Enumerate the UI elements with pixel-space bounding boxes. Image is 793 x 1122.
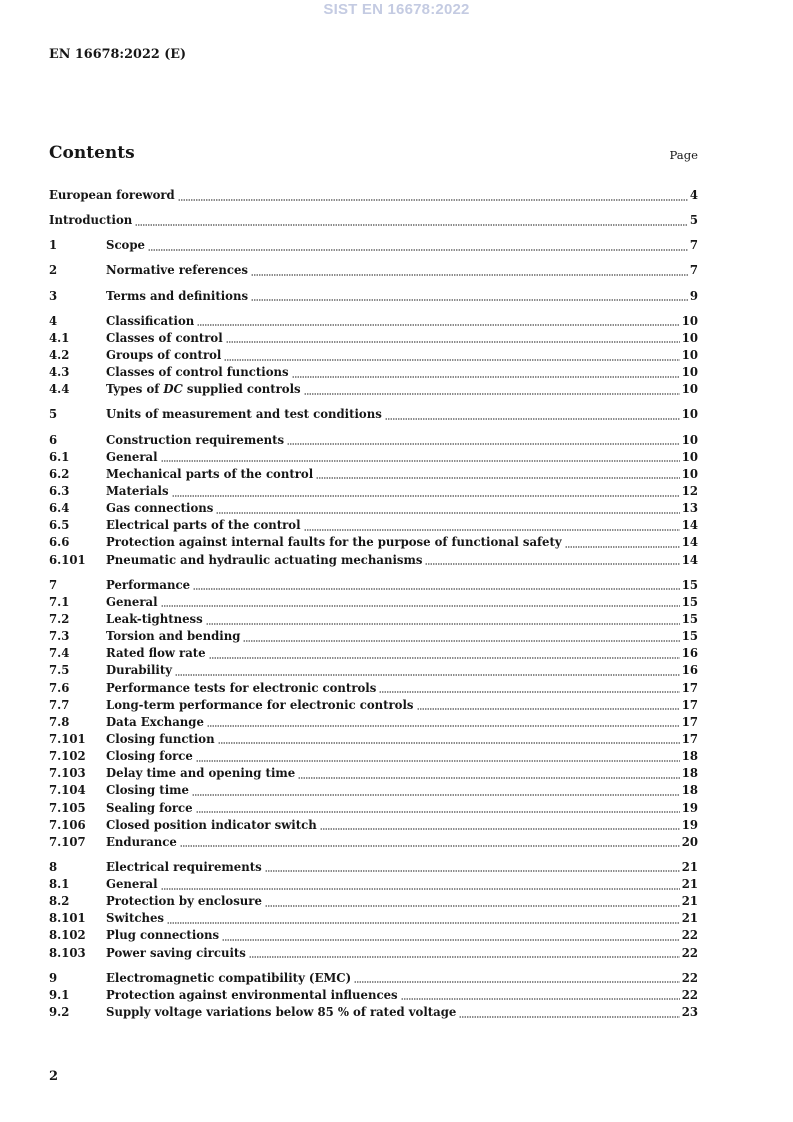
toc-entry-title: Rated flow rate [106,646,206,661]
toc-group [49,288,698,305]
toc-group [49,237,698,254]
toc-entry-title: Delay time and opening time [106,766,296,781]
toc-entry-page: 21 [681,894,698,909]
toc-entry-page: 20 [681,834,698,849]
toc-entry[interactable] [49,577,698,594]
toc-entry-number: 4.2 [49,347,70,362]
toc-dot-leader [178,199,688,201]
toc-entry-number: 6.6 [49,535,70,550]
toc-dot-leader [251,299,688,301]
toc-dot-leader [417,708,680,710]
toc-entry-title: European foreword [49,188,175,202]
toc-entry-page: 10 [681,466,698,481]
document-watermark: SIST EN 16678:2022 [323,1,470,18]
toc-entry-title: Terms and definitions [106,288,249,303]
toc-entry-title: Performance tests for electronic controls [106,680,377,695]
toc-entry-page: 14 [681,535,698,550]
toc-group [49,313,698,399]
toc-entry-title: Classification [106,313,195,328]
toc-entry-page: 21 [681,877,698,892]
toc-entry[interactable] [49,834,698,851]
toc-entry-number: 7.101 [49,731,86,746]
toc-entry-title: Materials [106,483,169,498]
toc-entry-number: 7.3 [49,629,70,644]
toc-entry-title: Gas connections [106,501,214,516]
toc-entry-title: Data Exchange [106,714,204,729]
toc-entry-title: Pneumatic and hydraulic actuating mechanisms [106,552,423,567]
toc-entry-page: 13 [681,501,698,516]
toc-entry-number: 7.103 [49,766,86,781]
toc-dot-leader [222,939,680,941]
toc-entry[interactable] [49,534,698,551]
toc-entry-title: General [106,877,158,892]
toc-entry-number: 8.2 [49,894,70,909]
toc-dot-leader [180,845,680,847]
toc-entry-page: 4 [689,188,698,202]
toc-entry-title: Performance [106,577,191,592]
toc-entry-page: 16 [681,663,698,678]
toc-entry-title-part: Types of [106,382,164,397]
toc-entry-number: 7.106 [49,817,86,832]
toc-entry-title: Closed position indicator switch [106,817,317,832]
toc-entry-number: 7.4 [49,646,70,661]
toc-dot-leader [249,956,680,958]
toc-dot-leader [320,828,680,830]
toc-entry-page: 22 [681,987,698,1002]
toc-entry-number: 8.1 [49,877,70,892]
toc-entry[interactable] [49,552,698,569]
toc-entry[interactable] [49,483,698,500]
toc-entry[interactable] [49,970,698,987]
toc-entry-page: 18 [681,766,698,781]
toc-entry-title [106,381,301,398]
toc-dot-leader [161,888,680,890]
toc-dot-leader [197,324,680,326]
toc-dot-leader [304,393,680,395]
toc-entry-number: 7.102 [49,749,86,764]
toc-entry-number: 7.105 [49,800,86,815]
toc-entry[interactable] [49,517,698,534]
toc-entry-page: 10 [681,330,698,345]
toc-dot-leader [425,563,679,565]
toc-entry-page: 22 [681,945,698,960]
toc-entry-page: 14 [681,552,698,567]
toc-entry-number: 7.107 [49,834,86,849]
toc-entry-page: 10 [681,407,698,422]
toc-dot-leader [459,1016,679,1018]
toc-entry-page: 17 [681,680,698,695]
toc-entry[interactable] [49,288,698,305]
toc-entry-title: Mechanical parts of the control [106,466,314,481]
toc-entry-title: Long-term performance for electronic controls [106,697,414,712]
toc-group [49,187,698,204]
toc-entry-title: Torsion and bending [106,629,241,644]
toc-entry[interactable] [49,662,698,679]
toc-entry[interactable] [49,432,698,449]
toc-entry-number: 4 [49,313,58,328]
toc-group [49,859,698,962]
toc-entry-title: Leak-tightness [106,611,203,626]
toc-entry-number: 2 [49,263,58,278]
toc-entry-title: Introduction [49,213,133,228]
toc-dot-leader [192,794,680,796]
toc-entry-number: 4.1 [49,330,70,345]
toc-entry-number: 1 [49,238,58,253]
toc-entry-number: 9.1 [49,987,70,1002]
toc-entry-number: 4.3 [49,365,70,380]
toc-entry-page: 15 [681,594,698,609]
toc-entry[interactable] [49,500,698,517]
toc-entry-number: 7 [49,577,58,592]
toc-entry[interactable] [49,594,698,611]
toc-entry-page: 7 [689,263,698,278]
toc-entry-number: 7.8 [49,714,70,729]
toc-entry-page: 10 [681,313,698,328]
toc-entry-number: 8.102 [49,928,86,943]
toc-dot-leader [175,674,680,676]
toc-entry-title: Protection against internal faults for the purpose of functional safety [106,535,562,550]
toc-entry[interactable] [49,212,698,229]
toc-entry-title: Closing time [106,783,189,798]
toc-group [49,262,698,279]
toc-dot-leader [565,546,680,548]
toc-entry[interactable] [49,347,698,364]
toc-dot-leader [385,418,680,420]
toc-dot-leader [401,998,680,1000]
toc-entry-page: 19 [681,817,698,832]
contents-heading: Contents [49,143,135,163]
toc-entry-page: 16 [681,646,698,661]
toc-entry-title: Electromagnetic compatibility (EMC) [106,970,352,985]
toc-entry[interactable] [49,927,698,944]
toc-entry-page: 22 [681,928,698,943]
toc-dot-leader [251,274,688,276]
toc-entry-page: 22 [681,970,698,985]
toc-entry-title: Closing force [106,749,193,764]
toc-entry[interactable] [49,645,698,662]
toc-entry-title-part: supplied controls [182,382,301,397]
toc-entry-title: Units of measurement and test conditions [106,407,382,422]
toc-entry-page: 18 [681,783,698,798]
toc-entry-page: 18 [681,749,698,764]
toc-entry-number: 7.1 [49,594,70,609]
toc-entry[interactable] [49,782,698,799]
toc-dot-leader [298,777,680,779]
toc-entry-title: Electrical requirements [106,859,262,874]
toc-entry[interactable] [49,680,698,697]
toc-entry-title: Scope [106,238,145,253]
toc-dot-leader [354,981,680,983]
toc-entry-number: 7.104 [49,783,86,798]
toc-entry-title: Construction requirements [106,432,285,447]
toc-entry[interactable] [49,381,698,398]
toc-entry-page: 21 [681,859,698,874]
toc-entry-title: Supply voltage variations below 85 % of rated voltage [106,1005,457,1020]
toc-entry[interactable] [49,893,698,910]
toc-dot-leader [265,870,680,872]
toc-entry-number: 9.2 [49,1005,70,1020]
toc-dot-leader [172,495,680,497]
toc-entry-number: 7.2 [49,611,70,626]
toc-entry-title: Electrical parts of the control [106,518,301,533]
toc-entry[interactable] [49,987,698,1004]
toc-entry-title: Power saving circuits [106,945,246,960]
toc-entry[interactable] [49,910,698,927]
toc-entry[interactable] [49,262,698,279]
toc-dot-leader [216,512,679,514]
toc-entry-number: 6.2 [49,466,70,481]
toc-dot-leader [265,905,680,907]
toc-entry[interactable] [49,697,698,714]
toc-entry[interactable] [49,364,698,381]
toc-entry[interactable] [49,765,698,782]
toc-group [49,212,698,229]
toc-dot-leader [316,477,680,479]
toc-entry-number: 3 [49,288,58,303]
toc-entry-number: 6 [49,432,58,447]
toc-entry-title: General [106,594,158,609]
toc-entry-title: Endurance [106,834,177,849]
toc-dot-leader [161,460,680,462]
toc-entry[interactable] [49,800,698,817]
toc-entry-title: Classes of control [106,330,223,345]
toc-entry[interactable] [49,611,698,628]
toc-entry-title: Groups of control [106,347,222,362]
toc-entry[interactable] [49,449,698,466]
toc-dot-leader [196,811,680,813]
toc-dot-leader [148,249,688,251]
toc-entry-title-part: DC [163,382,183,397]
toc-entry-number: 4.4 [49,382,70,397]
toc-group [49,970,698,1021]
toc-entry-title: Durability [106,663,173,678]
toc-entry-title: Classes of control functions [106,365,289,380]
toc-entry-page: 23 [681,1005,698,1020]
toc-entry-number: 9 [49,970,58,985]
toc-entry[interactable] [49,466,698,483]
toc-dot-leader [206,623,680,625]
toc-entry-page: 7 [689,238,698,253]
toc-entry-number: 6.5 [49,518,70,533]
toc-dot-leader [287,443,680,445]
toc-entry-number: 8 [49,859,58,874]
toc-entry-title: Plug connections [106,928,220,943]
toc-entry[interactable] [49,406,698,423]
toc-entry[interactable] [49,628,698,645]
toc-entry-title: Normative references [106,263,248,278]
toc-entry-page: 17 [681,714,698,729]
toc-dot-leader [167,922,680,924]
toc-entry-number: 6.3 [49,483,70,498]
toc-entry[interactable] [49,237,698,254]
table-of-contents [49,187,698,1021]
page-column-label: Page [669,148,698,162]
document-identifier: EN 16678:2022 (E) [49,47,187,62]
toc-entry-page: 15 [681,629,698,644]
toc-group [49,432,698,569]
toc-dot-leader [209,657,680,659]
toc-entry-number: 6.1 [49,449,70,464]
toc-dot-leader [243,640,679,642]
toc-dot-leader [226,341,680,343]
toc-entry-page: 10 [681,449,698,464]
toc-entry[interactable] [49,187,698,204]
toc-entry-page: 17 [681,731,698,746]
toc-dot-leader [379,691,679,693]
toc-group [49,577,698,851]
toc-dot-leader [292,376,680,378]
toc-entry-page: 10 [681,382,698,397]
toc-entry[interactable] [49,817,698,834]
toc-entry-page: 15 [681,611,698,626]
toc-entry-number: 7.6 [49,680,70,695]
toc-dot-leader [161,605,680,607]
toc-entry[interactable] [49,859,698,876]
toc-entry[interactable] [49,945,698,962]
toc-entry-page: 10 [681,347,698,362]
toc-entry-number: 7.7 [49,697,70,712]
toc-entry[interactable] [49,876,698,893]
footer-page-number: 2 [49,1069,59,1084]
toc-entry-title: Switches [106,911,164,926]
toc-entry-title: Protection against environmental influences [106,987,398,1002]
toc-entry-number: 7.5 [49,663,70,678]
toc-entry-number: 5 [49,407,58,422]
toc-entry-page: 5 [689,213,698,228]
toc-entry[interactable] [49,731,698,748]
toc-entry-page: 9 [689,288,698,303]
toc-dot-leader [193,588,680,590]
toc-entry-page: 14 [681,518,698,533]
toc-entry-page: 12 [681,483,698,498]
toc-entry-number: 8.101 [49,911,86,926]
toc-entry-title: General [106,449,158,464]
toc-dot-leader [135,224,688,226]
toc-entry-number: 6.4 [49,501,70,516]
toc-entry-page: 10 [681,432,698,447]
toc-entry-number: 6.101 [49,552,86,567]
toc-entry-number: 8.103 [49,945,86,960]
toc-entry-title: Protection by enclosure [106,894,262,909]
toc-entry[interactable] [49,330,698,347]
toc-dot-leader [207,725,680,727]
toc-dot-leader [224,359,679,361]
toc-entry-page: 17 [681,697,698,712]
toc-entry[interactable] [49,748,698,765]
toc-entry-page: 21 [681,911,698,926]
toc-entry[interactable] [49,1004,698,1021]
toc-dot-leader [218,742,680,744]
toc-dot-leader [304,529,680,531]
toc-entry-title: Sealing force [106,800,193,815]
toc-entry[interactable] [49,313,698,330]
toc-entry-page: 19 [681,800,698,815]
toc-entry[interactable] [49,714,698,731]
toc-entry-title: Closing function [106,731,215,746]
toc-entry-page: 10 [681,365,698,380]
toc-dot-leader [196,760,680,762]
toc-entry-page: 15 [681,577,698,592]
toc-group [49,406,698,423]
